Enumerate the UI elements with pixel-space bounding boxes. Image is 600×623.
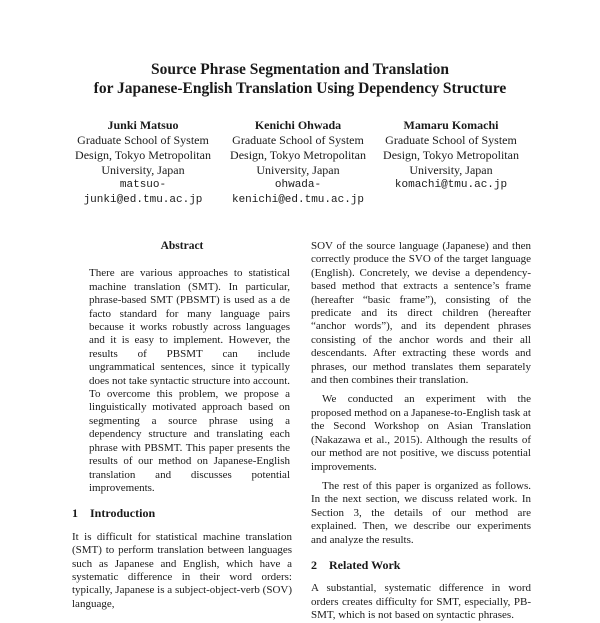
author-name: Kenichi Ohwada (254, 118, 342, 132)
author-affiliation: Design, Tokyo Metropolitan (230, 148, 366, 162)
author-email: ohwada- (274, 179, 322, 191)
author-1 (68, 118, 218, 208)
author-affiliation: University, Japan (256, 163, 340, 177)
paper-title (0, 60, 600, 98)
author-affiliation: Design, Tokyo Metropolitan (75, 148, 211, 162)
author-email: junki@ed.tmu.ac.jp (83, 194, 203, 206)
author-email: komachi@tmu.ac.jp (394, 179, 508, 191)
author-email: kenichi@ed.tmu.ac.jp (231, 194, 365, 206)
paragraph: SOV of the source language (Japanese) and then correctly produce the SVO of the target language (English). Concretely, we devise a dependency-based method that extracts a sentence’s frame (hereafter “basic frame”), consisting of the predicate and its direct children (hereafter “anchor words”), and its dependent phrases consisting of the anchor words and their all descendants. After extracting these words and phrases, our method translates them separately and then combines their translation. (311, 240, 531, 387)
author-affiliation: Design, Tokyo Metropolitan (383, 148, 519, 162)
paragraph: We conducted an experiment with the proposed method on a Japanese-to-English task at the Second Workshop on Asian Translation (Nakazawa et al., 2015). Although the results of our method are not positive, we discuss potential improvements. (311, 393, 531, 473)
title-line-2: for Japanese-English Translation Using Dependency Structure (93, 80, 507, 97)
left-column (72, 240, 292, 611)
author-2 (223, 118, 373, 208)
paragraph: The rest of this paper is organized as follows. In the next section, we discuss related work. In Section 3, the details of our method are explained. Then, we describe our experiments and analyze the results. (311, 479, 531, 546)
author-name: Junki Matsuo (107, 118, 179, 132)
paragraph: It is difficult for statistical machine translation (SMT) to perform translation between languages such as Japanese and English, which have a systematic difference in their word orders: typically, Japanese is a subject-object-verb (SOV) language, (72, 530, 292, 610)
abstract-heading: Abstract (160, 240, 204, 252)
section-title: Introduction (90, 506, 156, 521)
author-block (0, 118, 600, 206)
paragraph: A substantial, systematic difference in word orders creates difficulty for SMT, especially, PB-SMT, which is not based on syntactic phrases. (311, 582, 531, 622)
section-number: 2 (311, 557, 317, 572)
author-affiliation: University, Japan (409, 163, 493, 177)
section-heading-related-work (311, 559, 531, 572)
author-name: Mamaru Komachi (403, 118, 499, 132)
section-heading-introduction (72, 507, 292, 520)
author-affiliation: University, Japan (101, 163, 185, 177)
author-affiliation: Graduate School of System (385, 133, 517, 147)
author-email: matsuo- (119, 179, 167, 191)
right-column (311, 240, 531, 623)
author-affiliation: Graduate School of System (77, 133, 209, 147)
author-3 (376, 118, 526, 193)
abstract-text: There are various approaches to statistical machine translation (SMT). In particular, phrase-based SMT (PBSMT) is used as a de facto standard for many language pairs because it works robustly across languages and it is easy to implement. However, the results of PBSMT can include ungrammatical sentences, since it typically does not take syntactic structure into account. To overcome this problem, we propose a linguistically motivated approach based on segmenting a source phrase using a dependency structure and translating each phrase with PBSMT. This paper presents the results of our method on Japanese-English translation and discusses potential improvements. (89, 267, 290, 494)
section-title: Related Work (329, 557, 401, 572)
title-line-1: Source Phrase Segmentation and Translation (151, 61, 449, 78)
section-number: 1 (72, 506, 78, 521)
author-affiliation: Graduate School of System (232, 133, 364, 147)
